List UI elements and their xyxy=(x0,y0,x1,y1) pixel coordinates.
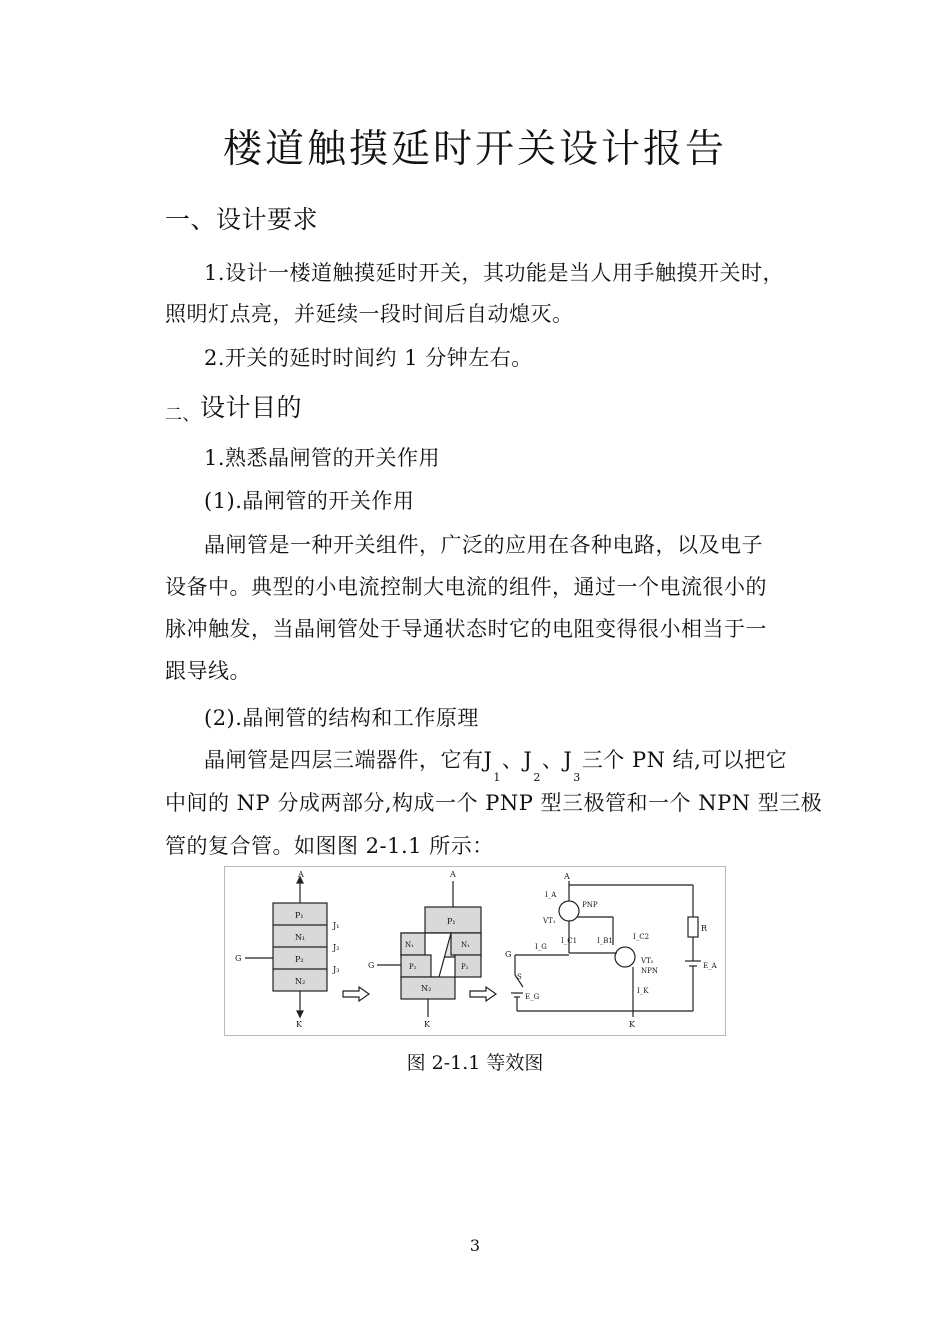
label-ic2: I_C2 xyxy=(633,933,650,941)
section-heading-2 xyxy=(165,388,302,424)
layer-n1: N₁ xyxy=(295,933,306,942)
item-1: 1.熟悉晶闸管的开关作用 xyxy=(204,446,441,470)
label-g-2: G xyxy=(368,961,375,970)
paragraph-2-line-2: 中间的 NP 分成两部分,构成一个 PNP 型三极管和一个 NPN 型三极 xyxy=(165,791,823,815)
label-ia: I_A xyxy=(545,891,557,899)
label-pnp: PNP xyxy=(582,901,598,909)
paragraph-1-line-4: 跟导线。 xyxy=(165,659,251,683)
subheading-1: (1).晶闸管的开关作用 xyxy=(204,489,415,513)
four-layer-structure xyxy=(235,870,339,1029)
label-ic1: I_C1 xyxy=(561,937,578,945)
label-ea: E_A xyxy=(703,962,717,970)
split-layer-p1: P₁ xyxy=(447,917,456,926)
requirement-2: 2.开关的延时时间约 1 分钟左右。 xyxy=(204,346,533,370)
split-layer-n2: N₂ xyxy=(421,984,432,993)
requirement-1-line-1: 1.设计一楼道触摸延时开关，其功能是当人用手触摸开关时， xyxy=(204,261,785,285)
label-ig: I_G xyxy=(535,943,547,951)
figure-svg xyxy=(225,867,725,1035)
layer-p2: P₂ xyxy=(295,955,304,964)
subheading-2: (2).晶闸管的结构和工作原理 xyxy=(204,706,479,730)
label-s: S xyxy=(517,973,522,981)
label-eg: E_G xyxy=(525,993,540,1001)
label-k-2: K xyxy=(424,1020,430,1029)
label-a-3: A xyxy=(564,872,570,881)
split-structure xyxy=(368,870,481,1029)
label-npn: NPN xyxy=(641,967,658,975)
layer-p1: P₁ xyxy=(295,911,304,920)
page-number: 3 xyxy=(469,1236,481,1255)
junction-j2: J xyxy=(523,748,533,772)
transform-arrow-2 xyxy=(470,987,496,1001)
junction-j1-sub: 1 xyxy=(493,771,501,784)
paragraph-2-line-3: 管的复合管。如图图 2-1.1 所示： xyxy=(165,834,494,858)
paragraph-1-line-2: 设备中。典型的小电流控制大电流的组件，通过一个电流很小的 xyxy=(165,575,767,599)
label-k-3: K xyxy=(629,1020,635,1029)
figure-caption: 图 2-1.1 等效图 xyxy=(406,1052,544,1074)
label-g-3: G xyxy=(505,950,512,959)
label-k-1: K xyxy=(296,1020,302,1029)
split-layer-p2-right: P₂ xyxy=(461,963,469,971)
label-vt1: VT₁ xyxy=(543,917,556,925)
paragraph-1-line-3: 脉冲触发，当晶闸管处于导通状态时它的电阻变得很小相当于一 xyxy=(165,617,767,641)
section-heading-2-number: 二、 xyxy=(165,405,200,425)
paragraph-2-lead: 晶闸管是四层三端器件，它有 xyxy=(204,748,484,772)
junction-j3-sub: 3 xyxy=(573,771,581,784)
junction-j2-sub: 2 xyxy=(533,771,541,784)
label-ib1: I_B1 xyxy=(597,937,613,945)
equivalent-circuit xyxy=(505,872,718,1029)
split-layer-n1-left: N₁ xyxy=(405,941,414,949)
label-a-1: A xyxy=(298,870,304,879)
label-a-2: A xyxy=(450,870,456,879)
paragraph-1-line-1: 晶闸管是一种开关组件，广泛的应用在各种电路，以及电子 xyxy=(204,533,763,557)
label-g-1: G xyxy=(235,954,242,963)
separator-1: 、 xyxy=(501,748,524,772)
junction-label-j1: J₁ xyxy=(333,921,340,930)
label-ik: I_K xyxy=(637,987,649,995)
junction-label-j2: J₂ xyxy=(333,943,340,952)
thyristor-equivalent-figure xyxy=(224,866,726,1036)
label-r: R xyxy=(701,924,708,933)
paragraph-2-line-1 xyxy=(204,744,788,784)
requirement-1-line-2: 照明灯点亮，并延续一段时间后自动熄灭。 xyxy=(165,302,574,326)
section-heading-2-text: 设计目的 xyxy=(200,393,303,422)
split-layer-n1: N₁ xyxy=(461,941,470,949)
layer-n2: N₂ xyxy=(295,977,306,986)
label-vt2: VT₂ xyxy=(641,957,654,965)
section-heading-1: 一、设计要求 xyxy=(165,205,319,234)
junction-j1: J xyxy=(483,748,493,772)
transform-arrow-1 xyxy=(343,987,369,1001)
junction-j3: J xyxy=(563,748,573,772)
page-title: 楼道触摸延时开关设计报告 xyxy=(222,127,727,172)
separator-2: 、 xyxy=(541,748,564,772)
split-layer-p2-left: P₂ xyxy=(409,963,417,971)
junction-label-j3: J₃ xyxy=(333,965,340,974)
paragraph-2-tail: 三个 PN 结,可以把它 xyxy=(581,748,788,772)
